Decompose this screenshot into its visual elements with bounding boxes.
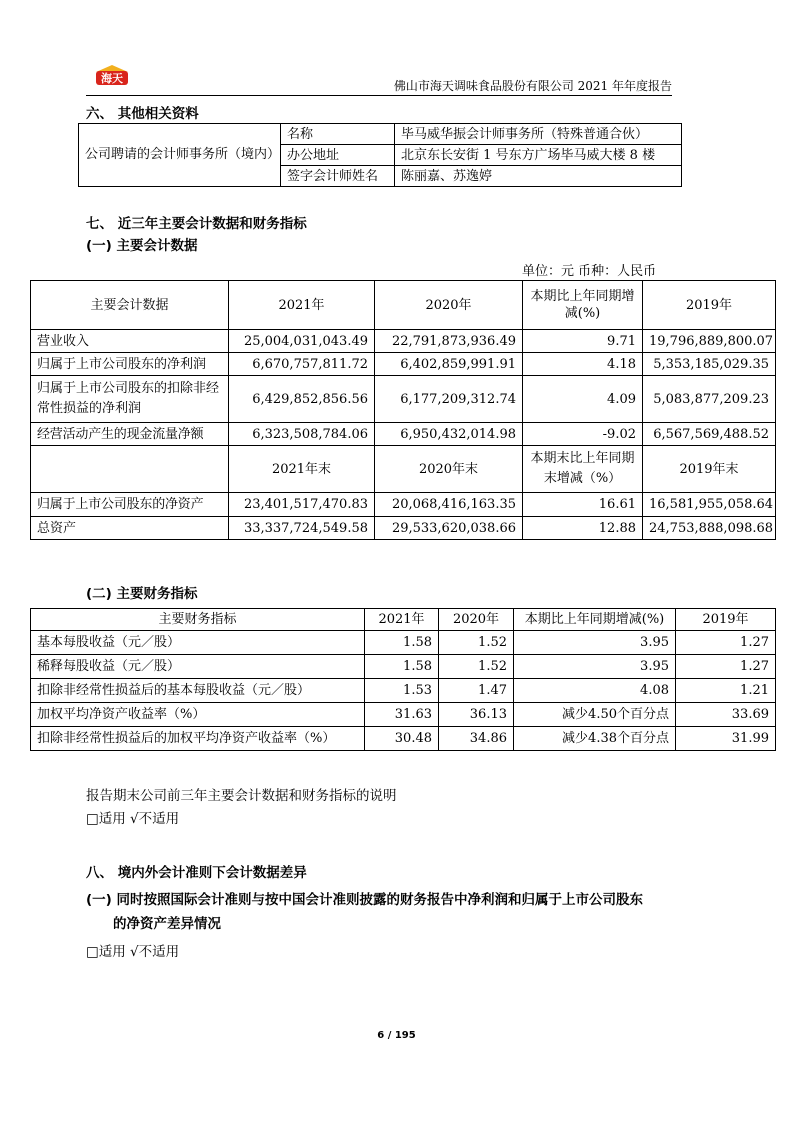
table-header-cell: 本期比上年同期增减(%): [523, 281, 643, 330]
section-7-heading: 七、 近三年主要会计数据和财务指标: [86, 216, 307, 232]
value-cell: -9.02: [523, 423, 643, 446]
table-row: [31, 727, 776, 751]
svg-text:海天: 海天: [101, 72, 123, 85]
applicability-choice: □适用 √不适用: [86, 811, 180, 827]
value-cell: 6,323,508,784.06: [229, 423, 375, 446]
value-cell: 1.47: [439, 679, 514, 703]
row-label: 归属于上市公司股东的净资产: [31, 493, 229, 517]
value-cell: 1.27: [676, 631, 776, 655]
table-header-cell: 本期末比上年同期末增减（%）: [523, 446, 643, 493]
value-cell: 6,567,569,488.52: [643, 423, 776, 446]
table-header-cell: 主要财务指标: [31, 609, 365, 631]
table-header-cell: 2020年: [375, 281, 523, 330]
value-cell: 31.99: [676, 727, 776, 751]
table-header-cell: [31, 446, 229, 493]
value-cell: 22,791,873,936.49: [375, 330, 523, 353]
row-label: 加权平均净资产收益率（%）: [31, 703, 365, 727]
auditor-firm-label: 公司聘请的会计师事务所（境内）: [79, 124, 281, 187]
table-header-cell: 2020年: [439, 609, 514, 631]
row-label: 经营活动产生的现金流量净额: [31, 423, 229, 446]
value-cell: 16,581,955,058.64: [643, 493, 776, 517]
value-cell: 33.69: [676, 703, 776, 727]
section-8-heading: 八、 境内外会计准则下会计数据差异: [86, 865, 307, 881]
subsection-gaap-difference-line2: 的净资产差异情况: [113, 916, 221, 932]
auditor-row-value: 毕马威华振会计师事务所（特殊普通合伙）: [395, 124, 682, 145]
value-cell: 4.08: [514, 679, 676, 703]
row-label: 归属于上市公司股东的净利润: [31, 353, 229, 376]
table-header-cell: 2019年: [676, 609, 776, 631]
value-cell: 25,004,031,043.49: [229, 330, 375, 353]
value-cell: 12.88: [523, 517, 643, 540]
auditor-info-table: [78, 123, 682, 187]
report-header-title: 佛山市海天调味食品股份有限公司 2021 年年度报告: [393, 79, 672, 93]
row-label: 扣除非经常性损益后的加权平均净资产收益率（%）: [31, 727, 365, 751]
auditor-row-value: 陈丽嘉、苏逸婷: [395, 166, 682, 187]
row-label: 基本每股收益（元／股）: [31, 631, 365, 655]
value-cell: 1.58: [365, 655, 439, 679]
applicability-choice: □适用 √不适用: [86, 944, 180, 960]
value-cell: 16.61: [523, 493, 643, 517]
page-number: 6 / 195: [377, 1030, 416, 1041]
row-label: 扣除非经常性损益后的基本每股收益（元／股）: [31, 679, 365, 703]
table-header-cell: 主要会计数据: [31, 281, 229, 330]
value-cell: 4.09: [523, 376, 643, 423]
value-cell: 6,402,859,991.91: [375, 353, 523, 376]
value-cell: 20,068,416,163.35: [375, 493, 523, 517]
company-logo-icon: [94, 64, 130, 86]
value-cell: 5,083,877,209.23: [643, 376, 776, 423]
value-cell: 1.53: [365, 679, 439, 703]
value-cell: 4.18: [523, 353, 643, 376]
subsection-accounting-data: (一) 主要会计数据: [86, 238, 198, 254]
value-cell: 24,753,888,098.68: [643, 517, 776, 540]
value-cell: 29,533,620,038.66: [375, 517, 523, 540]
value-cell: 1.52: [439, 655, 514, 679]
table-row: [31, 353, 776, 376]
auditor-row-value: 北京东长安街 1 号东方广场毕马威大楼 8 楼: [395, 145, 682, 166]
header-divider: [86, 95, 672, 96]
value-cell: 6,670,757,811.72: [229, 353, 375, 376]
subsection-financial-indicators: (二) 主要财务指标: [86, 586, 198, 602]
table-row: [31, 631, 776, 655]
auditor-row-label: 签字会计师姓名: [281, 166, 395, 187]
value-cell: 1.58: [365, 631, 439, 655]
financial-indicators-table: [30, 608, 776, 751]
value-cell: 30.48: [365, 727, 439, 751]
table-row: [31, 423, 776, 446]
value-cell: 23,401,517,470.83: [229, 493, 375, 517]
value-cell: 5,353,185,029.35: [643, 353, 776, 376]
auditor-row-label: 名称: [281, 124, 395, 145]
table-header-cell: 本期比上年同期增减(%): [514, 609, 676, 631]
table-header-cell: 2020年末: [375, 446, 523, 493]
table-header-cell: 2019年: [643, 281, 776, 330]
value-cell: 6,950,432,014.98: [375, 423, 523, 446]
row-label: 稀释每股收益（元／股）: [31, 655, 365, 679]
table-row: [31, 517, 776, 540]
value-cell: 3.95: [514, 631, 676, 655]
value-cell: 9.71: [523, 330, 643, 353]
explanation-note: 报告期末公司前三年主要会计数据和财务指标的说明: [86, 788, 397, 804]
table-row: [31, 655, 776, 679]
value-cell: 6,429,852,856.56: [229, 376, 375, 423]
subsection-gaap-difference-line1: (一) 同时按照国际会计准则与按中国会计准则披露的财务报告中净利润和归属于上市公司股东: [86, 892, 644, 908]
value-cell: 6,177,209,312.74: [375, 376, 523, 423]
table-header-cell: 2019年末: [643, 446, 776, 493]
table-row: [31, 376, 776, 423]
value-cell: 1.27: [676, 655, 776, 679]
table-header-cell: 2021年末: [229, 446, 375, 493]
value-cell: 1.52: [439, 631, 514, 655]
section-6-heading: 六、 其他相关资料: [86, 106, 199, 122]
row-label: 营业收入: [31, 330, 229, 353]
row-label: 归属于上市公司股东的扣除非经常性损益的净利润: [31, 376, 229, 423]
value-cell: 33,337,724,549.58: [229, 517, 375, 540]
table-header-cell: 2021年: [229, 281, 375, 330]
auditor-row-label: 办公地址: [281, 145, 395, 166]
value-cell: 31.63: [365, 703, 439, 727]
value-cell: 36.13: [439, 703, 514, 727]
table-row: [31, 679, 776, 703]
value-cell: 1.21: [676, 679, 776, 703]
unit-currency-note: 单位：元 币种：人民币: [522, 264, 657, 279]
value-cell: 减少4.50个百分点: [514, 703, 676, 727]
table-row: [31, 493, 776, 517]
value-cell: 减少4.38个百分点: [514, 727, 676, 751]
value-cell: 19,796,889,800.07: [643, 330, 776, 353]
value-cell: 3.95: [514, 655, 676, 679]
row-label: 总资产: [31, 517, 229, 540]
table-header-cell: 2021年: [365, 609, 439, 631]
table-row: [31, 703, 776, 727]
accounting-data-table: [30, 280, 776, 540]
value-cell: 34.86: [439, 727, 514, 751]
table-row: [31, 330, 776, 353]
